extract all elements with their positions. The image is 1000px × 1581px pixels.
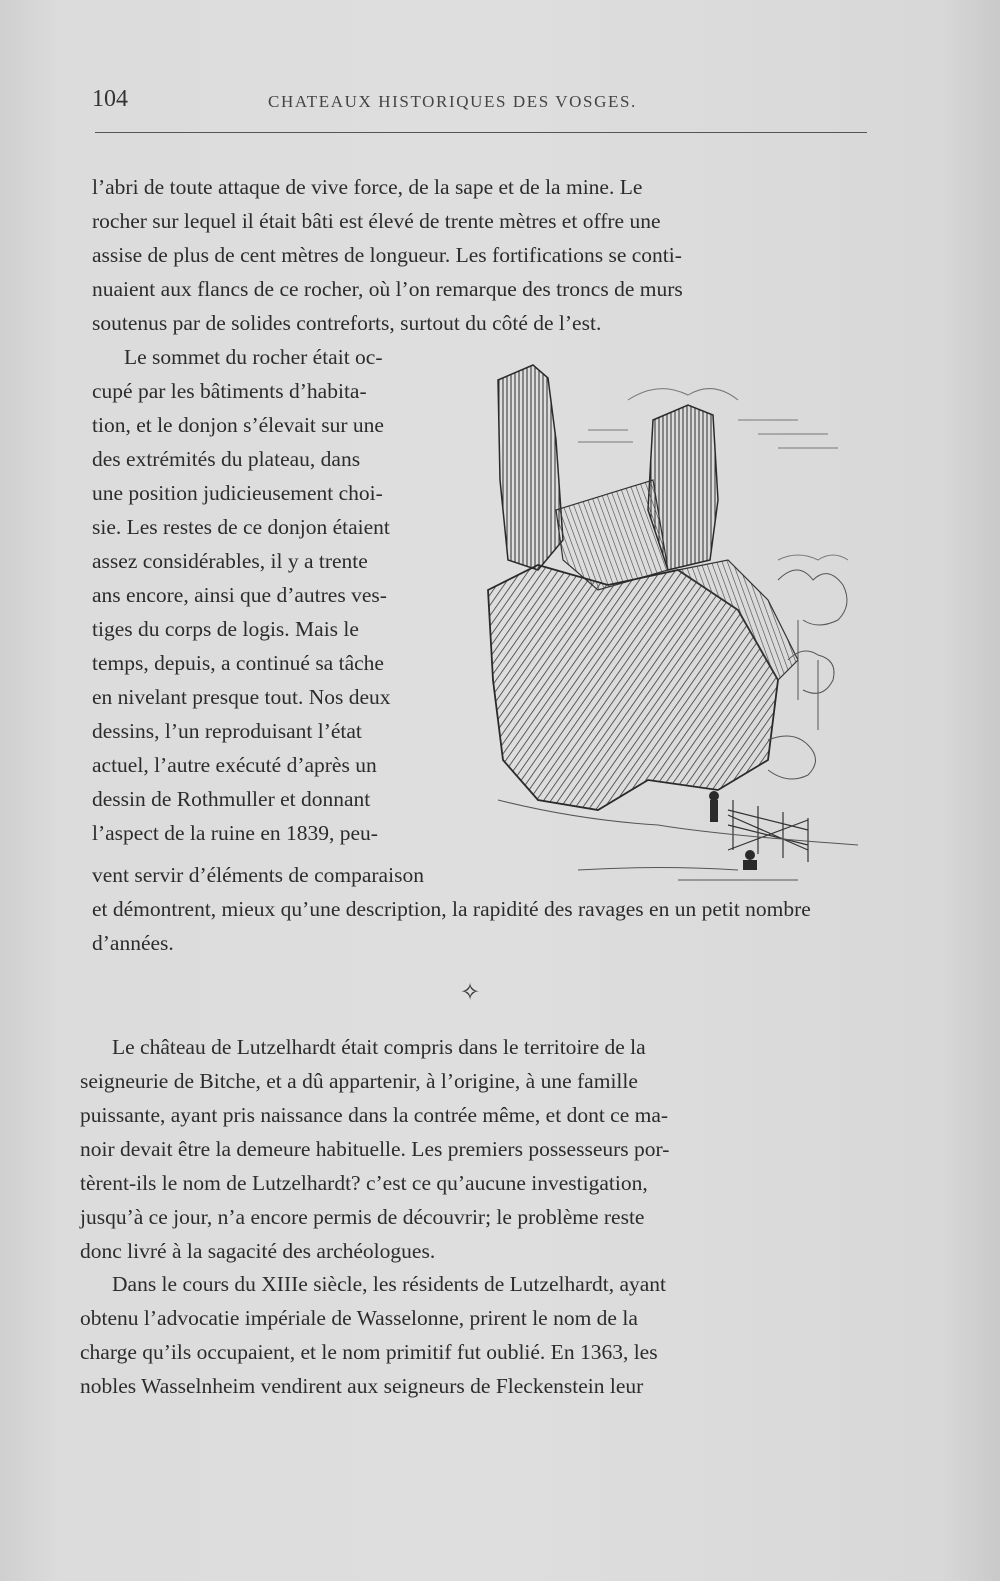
text-line: Le sommet du rocher était oc- xyxy=(124,345,383,369)
text-line: l’aspect de la ruine en 1839, peu- xyxy=(92,821,378,845)
running-title: CHATEAUX HISTORIQUES DES VOSGES. xyxy=(268,92,637,111)
text-line: temps, depuis, a continué sa tâche xyxy=(92,651,384,675)
text-line: nobles Wasselnheim vendirent aux seigneurs de Fleckenstein leur xyxy=(80,1374,644,1398)
section-ornament: ✧ xyxy=(459,978,481,1006)
text-line: et démontrent, mieux qu’une description, la rapidité des ravages en xyxy=(92,897,670,921)
text-line: Le château de Lutzelhardt était compris dans le territoire de la xyxy=(112,1035,646,1059)
text-line: cupé par les bâtiments d’habita- xyxy=(92,379,367,403)
paragraph-3 xyxy=(80,1267,855,1403)
text-line: tiges du corps de logis. Mais le xyxy=(92,617,359,641)
text-line: dessin de Rothmuller et donnant xyxy=(92,787,371,811)
paragraph-2 xyxy=(80,1030,855,1268)
text-line: jusqu’à ce jour, n’a encore permis de découvrir; le problème reste xyxy=(80,1205,645,1229)
text-line: une position judicieusement choi- xyxy=(92,481,383,505)
text-line: en nivelant presque tout. Nos deux xyxy=(92,685,391,709)
text-line: obtenu l’advocatie impériale de Wasselonne, prirent le nom de la xyxy=(80,1306,638,1330)
text-line: assise de plus de cent mètres de longueur. Les fortifications se conti- xyxy=(92,243,682,267)
text-line: nuaient aux flancs de ce rocher, où l’on remarque des troncs de murs xyxy=(92,277,683,301)
paragraph-1 xyxy=(92,170,867,340)
text-line: rocher sur lequel il était bâti est élevé de trente mètres et offre une xyxy=(92,209,661,233)
wrapped-paragraph xyxy=(92,340,472,850)
text-line: sie. Les restes de ce donjon étaient xyxy=(92,515,390,539)
page-number: 104 xyxy=(92,86,128,112)
text-line: puissante, ayant pris naissance dans la contrée même, et dont ce ma- xyxy=(80,1103,669,1127)
text-line: actuel, l’autre exécuté d’après un xyxy=(92,753,377,777)
text-line: tèrent-ils le nom de Lutzelhardt? c’est ce qu’aucune investigation, xyxy=(80,1171,648,1195)
text-line: noir devait être la demeure habituelle. Les premiers possesseurs por- xyxy=(80,1137,670,1161)
text-line: donc livré à la sagacité des archéologues. xyxy=(80,1239,436,1263)
header-rule xyxy=(95,132,867,133)
text-line: l’abri de toute attaque de vive force, de la sape et de la mine. Le xyxy=(92,175,643,199)
page-header xyxy=(92,86,872,126)
text-line: vent servir d’éléments de comparaison xyxy=(92,863,424,887)
text-line: charge qu’ils occupaient, et le nom primitif fut oublié. En 1363, les xyxy=(80,1340,658,1364)
castle-ruin-engraving xyxy=(478,360,863,890)
text-line: Dans le cours du XIIIe siècle, les résidents de Lutzelhardt, ayant xyxy=(112,1272,667,1296)
text-line: seigneurie de Bitche, et a dû appartenir, à l’origine, à une famille xyxy=(80,1069,638,1093)
text-line: ans encore, ainsi que d’autres ves- xyxy=(92,583,387,607)
text-line: dessins, l’un reproduisant l’état xyxy=(92,719,362,743)
text-line: assez considérables, il y a trente xyxy=(92,549,368,573)
text-line: soutenus par de solides contreforts, surtout du côté de l’est. xyxy=(92,311,602,335)
text-line: des extrémités du plateau, dans xyxy=(92,447,361,471)
text-line: un petit nombre d’années. xyxy=(92,897,811,955)
text-line: tion, et le donjon s’élevait sur une xyxy=(92,413,384,437)
